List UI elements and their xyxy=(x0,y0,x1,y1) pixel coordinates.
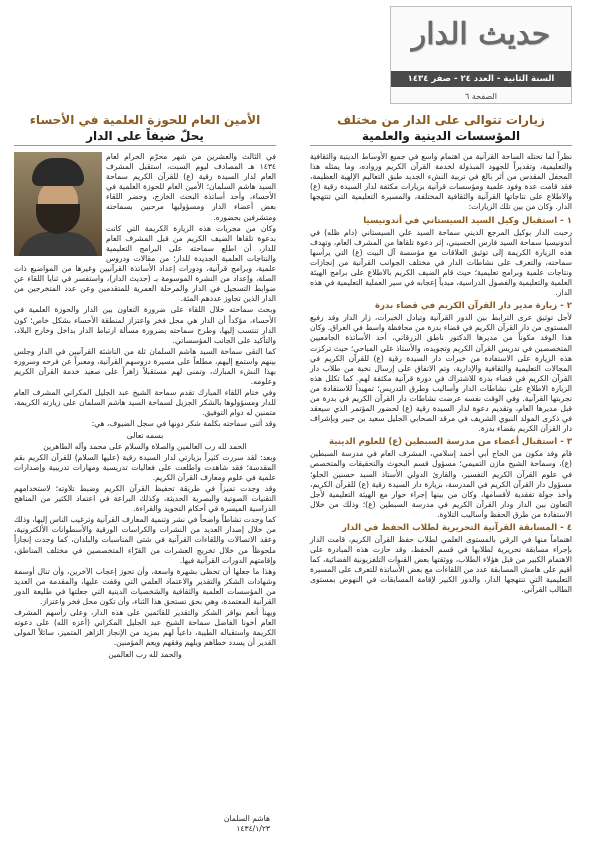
left-article-headline xyxy=(14,112,276,144)
paragraph: وكان من مجريات هذه الزيارة الكريمة التي كانت بدعوة تلقاها الضيف الكريم من قبل المشرف العام للدار، أن اطلع سماحته على البرامج التعليمية والنتاجات العلمية الجديدة للدار؛ من مقالات ودروس علمية، وبرامج قرآنية، ودورات إعداد الأساتذة القرآنيين وغيرها من المواضيع ذات الصلة، وإعداد من النشرة الموسومة بـ (حديث الدار)، واستفسر في ثنايا اللقاء عن ضوابط التسجيل في الدار والمرحلة العمرية للمتقدمين وعن عدد المتخرجين من الدار الذين تجاوز عددهم المئة. xyxy=(14,223,276,304)
letter-paragraph: كما وجدت نشاطاً واضحاً في نشر وتنمية المعارف القرآنية وترغيب الناس إليها، وذلك من خلال إصدار العديد من النشرات والكراسات الورقية والأسطوانات الألكترونية، وعقد الاتصالات واللقاءات القرآنية في شتى المناسبات والبلدان، كما وجدت إنجازاً ملحوظاً من خلال تخريج العشرات من القرّاء المتخصصين في مختلف المناطق، وإقامتهم الدورات القرآنية فيها. xyxy=(14,515,276,565)
paragraph: وبحث سماحته خلال اللقاء على ضرورة التعاون بين الدار والحوزة العلمية في الأحساء، مؤكداً أن الدار هي محل فخر واعتزاز لمنطقة الأحساء بشكل خاص؛ كون الدار تنتسب إليها، وطرح سماحته بضرورة مسألة ارتباط الدار بداخل وخارج البلاد، والتأكيد على الجانب المؤسساتي. xyxy=(14,305,276,345)
right-divider xyxy=(310,145,572,146)
section-text: قام وفد مكون من الحاج أبي أحمد إسلامي، المشرف العام في مدرسة السبطين (ع)، وسماحة الشيخ مازن التميمي؛ مسؤول قسم البحوث والتحقيقات والمتخصص في علوم القرآن الكريم التفسير، والقارئ الدولي الأستاذ السيد حسنين الحلو؛ مسؤول دار القرآن الكريم في المدرسة، بزيارة دار السيدة رقية (ع) للقرآن الكريم، وأخذ جولة تفقدية لأقسامها، وكان من بينها إجراء حوار مع الهيئة التعليمية لأجل التعاون بين الدار ودار القرآن الكريم في مدرسة السبطين (ع)؛ وذلك من خلال الاستفادة من طرق الحفظ وأساليب التلاوة. xyxy=(310,449,572,519)
section-heading: ٤ - المسابقة القرآنية التحريرية لطلاب الحفظ في الدار xyxy=(342,523,572,533)
left-divider xyxy=(14,145,276,146)
section-heading: ١ - استقبال وكيل السيد السيستاني في أندونيسيا xyxy=(363,215,572,226)
section-text: لأجل توثيق عرى الترابط بين الدور القرآنية وتبادل الخبرات، زار الدار وفد رفيع المستوى من دار القرآن الكريم في قضاء بدرة من محافظة واسط في العراق. وكان هذا الوفد مكوناً من مديرها الدكتور ناطق الزرقاني، أحد الأساتذة الجامعيين المتخصصين في تدريس القرآن الكريم وتجويده، والأستاذ علي المباحي؛ حيث تركزت هذه الزيارة على الاستفادة من خبرات دار السيدة رقية (ع) للقرآن الكريم في المجالات التعليمية والثقافية والإدارية، وتم الاتفاق على إرسال نخبة من طلاب دار القرآن الكريم في قضاء بدرة للاشتراك في دورة قرآنية مكثفة لهم. كما تكلل هذه الزيارة الاطلاع على نشاطات الدار وأساليب وطرق التدريس؛ تمهيداً للاستفادة من تجربتها القرآنية. وفي الوقت نفسه عرضت نشاطات دار القرآن الكريم في بدرة من قبل مديرها العام، وتقديم دعوة لدار السيدة رقية (ع) لحضور المؤتمر الذي سيعقد في ذكرى المولد النبوي الشريف في مرقد الصحابي الجليل سعيد بن جبير وبإشراف دار القرآن الكريم بقضاء بدرة. xyxy=(310,313,572,434)
left-article-kicker: الأمين العام للحوزة العلمية في الأحساء xyxy=(29,113,261,127)
left-article-title: يحلّ ضيفاً على الدار xyxy=(86,129,204,143)
right-article-headline xyxy=(310,112,572,144)
paragraph: في الثالث والعشرين من شهر محرّم الحرام لعام ١٤٣٤ هـ المصادف ليوم السبت، استقبل المشرف العام لدار السيدة رقية (ع) للقرآن الكريم سماحة السيد هاشم السلمان؛ الأمين العام للحوزة العلمية في الأحساء، وأحد أساتذة البحث الخارج، وحضر اللقاء بعض أعضاء الدار ومسؤوليها مرحبين بسماحته ومتشرفين بحضوره. xyxy=(106,152,276,222)
signature-name: هاشم السلمان xyxy=(223,814,270,823)
letter-paragraph: وبعد: لقد سررت كثيراً بزيارتي لدار السيدة رقية (عليها السلام) للقرآن الكريم بقم المقدسة؛ فقد شاهدت واطلعت على فعاليات تدريسية ومهارات تدريبية وإصدارات علمية في علوم ومعارف القرآن الكريم. xyxy=(14,452,276,482)
section-heading: ٣ - استقبال أعضاء من مدرسة السبطين (ع) للعلوم الدينية xyxy=(328,437,572,448)
paragraph: وفي ختام اللقاء المبارك تقدم سماحة الشيخ عبد الجليل المكراني المشرف العام للدار ومسؤولوها بالشكر الجزيل لسماحة السيد هاشم السلمان على زيارته الكريمة، متمنين له دوام التوفيق. xyxy=(14,388,276,418)
guest-portrait-photo xyxy=(14,152,102,256)
section-text: رحبت الدار بوكيل المرجع الديني سماحة السيد علي السيستاني (دام ظله) في أندونيسيا سماحة السيد فارس الحسيني، إثر دعوة تلقاها من المشرف العام، وتهدف هذه الزيارة الكريمة إلى توثيق العلاقات مع مؤسسة آل البيت (ع) التي يرأسها سماحته، والتعرف على نشاطات الدار في مختلف الجوانب القرآنية من إنجازات ونتاجات علمية وبرامج تعليمية؛ حيث قام الضيف الكريم بالاطلاع على برامج الهيئة العلمية والتعليمية والفصول الدراسية، مبدياً إعجابه في سير العملية التعليمية في هذه الدار. xyxy=(310,227,572,298)
right-article-body xyxy=(310,152,572,597)
right-article-title: المؤسسات الدينية والعلمية xyxy=(361,129,521,143)
section-text: اهتماماً منها في الرقي بالمستوى العلمي لطلاب حفظ القرآن الكريم، قامت الدار بإجراء مسابقة تحريرية لطلابها في قسم الحفظ، وقد حازت هذه المبادرة على الاهتمام الكبير من قبل هؤلاء الطلاب، ووثقتها بعض القنوات التلفزيونية الفضائية، كما أقيم على هامش المسابقة عدد من اللقاءات مع بعض الأساتذة للتعرف على المسيرة التعليمية التي تنتهجها الدار، والدور الكبير لإقامة المسابقات في النهوض بمستوى الطالب القرآني. xyxy=(310,535,572,595)
section-heading: ٢ - زيارة مدير دار القرآن الكريم في قضاء بدرة xyxy=(374,301,572,312)
masthead xyxy=(390,6,572,104)
signature-date: ١٤٣٤/١/٢٣ xyxy=(236,824,270,833)
paragraph: وقد أثنى سماحته بكلمة شكر دونها في سجل الضيوف، هي: xyxy=(91,419,276,429)
page-number: الصفحة ٦ xyxy=(465,92,497,101)
letter-paragraph: ويهنأ أنعم بوافر الشكر والتقدير للقائمين على هذه الدار، وعلى رأسهم المشرف العام أخونا الفاضل سماحة الشيخ عبد الجليل المكراني (أعزه الله) على دعوته الكريمة واستقباله الطيبة، داعياً لهم بمزيد من الإنجاز الزاهر المتميز، سائلاً المولى القدير أن يسدد خطاهم ويلهم وفقهم ويعم المؤمنين. xyxy=(14,608,276,648)
newsletter-logo: حديث الدار xyxy=(411,17,551,52)
letter-paragraph: وقد وجدت تميزاً في طريقة تحفيظ القرآن الكريم وضبط تلاوته؛ لاستخدامهم التقنيات الصوتية والبصرية الحديثة، وكذلك البراعة في اعتماد الكثير من المناهج الدراسية الميسرة في أحكام التجويد والقراءة. xyxy=(14,484,276,514)
right-article-kicker: زيارات تتوالى على الدار من مختلف xyxy=(337,113,545,127)
issue-info: السنة الثانية - العدد ٢٤ - صفر ١٤٣٤ xyxy=(391,71,571,87)
signature-block xyxy=(210,814,270,834)
paragraph: كما التقى سماحة السيد هاشم السلمان ثلة من الناشئة القرآنيين في الدار وجلس بينهم واستمع إليهم، مطلعاً على مسيرة دروسهم القرآنية، ومعبراً عن فرحه وسروره بهذا النشء المبارك، وتمنى لهم مستقبلاً زاهراً على صعيد خدمة القرآن الكريم وعلومه. xyxy=(14,346,276,387)
letter-paragraph: وهذا ما جعلها أن تحظى بشهرة واسعة، وأن تحوز إعجاب الآخرين، وأن تنال أوسمة وشهادات الشكر والتقدير والاعتماد العلمي التي وقفت عليها، والمقدمة من العديد من المؤسسات العلمية والثقافية والشخصيات الدينية التي جعلتها في طليعة الدور القرآنية المعتمدة، وهي بحق تستحق هذا الثناء، وأن تكون محل فخر واعتزاز. xyxy=(14,566,276,607)
basmala: بسمه تعالى xyxy=(126,430,164,440)
right-article-intro: نظراً لما تحتله الساحة القرآنية من اهتمام واسع في جميع الأوساط الدينية والثقافية والتعليمية، وتقديراً للجهود المبذولة لخدمة القرآن الكريم ورواده، وما يمثله هذا المحفل المقدس من أثر بالغ في تربية النشء الجديد طبق التعاليم الإلهية العظيمة، فقد قامت عدة وفود علمية ومؤسسات قرآنية بزيارات مكثفة لدار السيدة رقية (ع) والاطلاع على نتاجاتها القرآنية والثقافية المختلفة، والمسيرة التعليمية التي تنتهجها الدار. وكان من بين تلك الزيارات: xyxy=(310,152,572,212)
letter-closing: والحمد لله رب العالمين xyxy=(108,649,182,659)
letter-opening: الحمد لله رب العالمين والصلاة والسلام على محمد وآله الطاهرين xyxy=(43,441,247,451)
left-article-body xyxy=(14,152,276,661)
